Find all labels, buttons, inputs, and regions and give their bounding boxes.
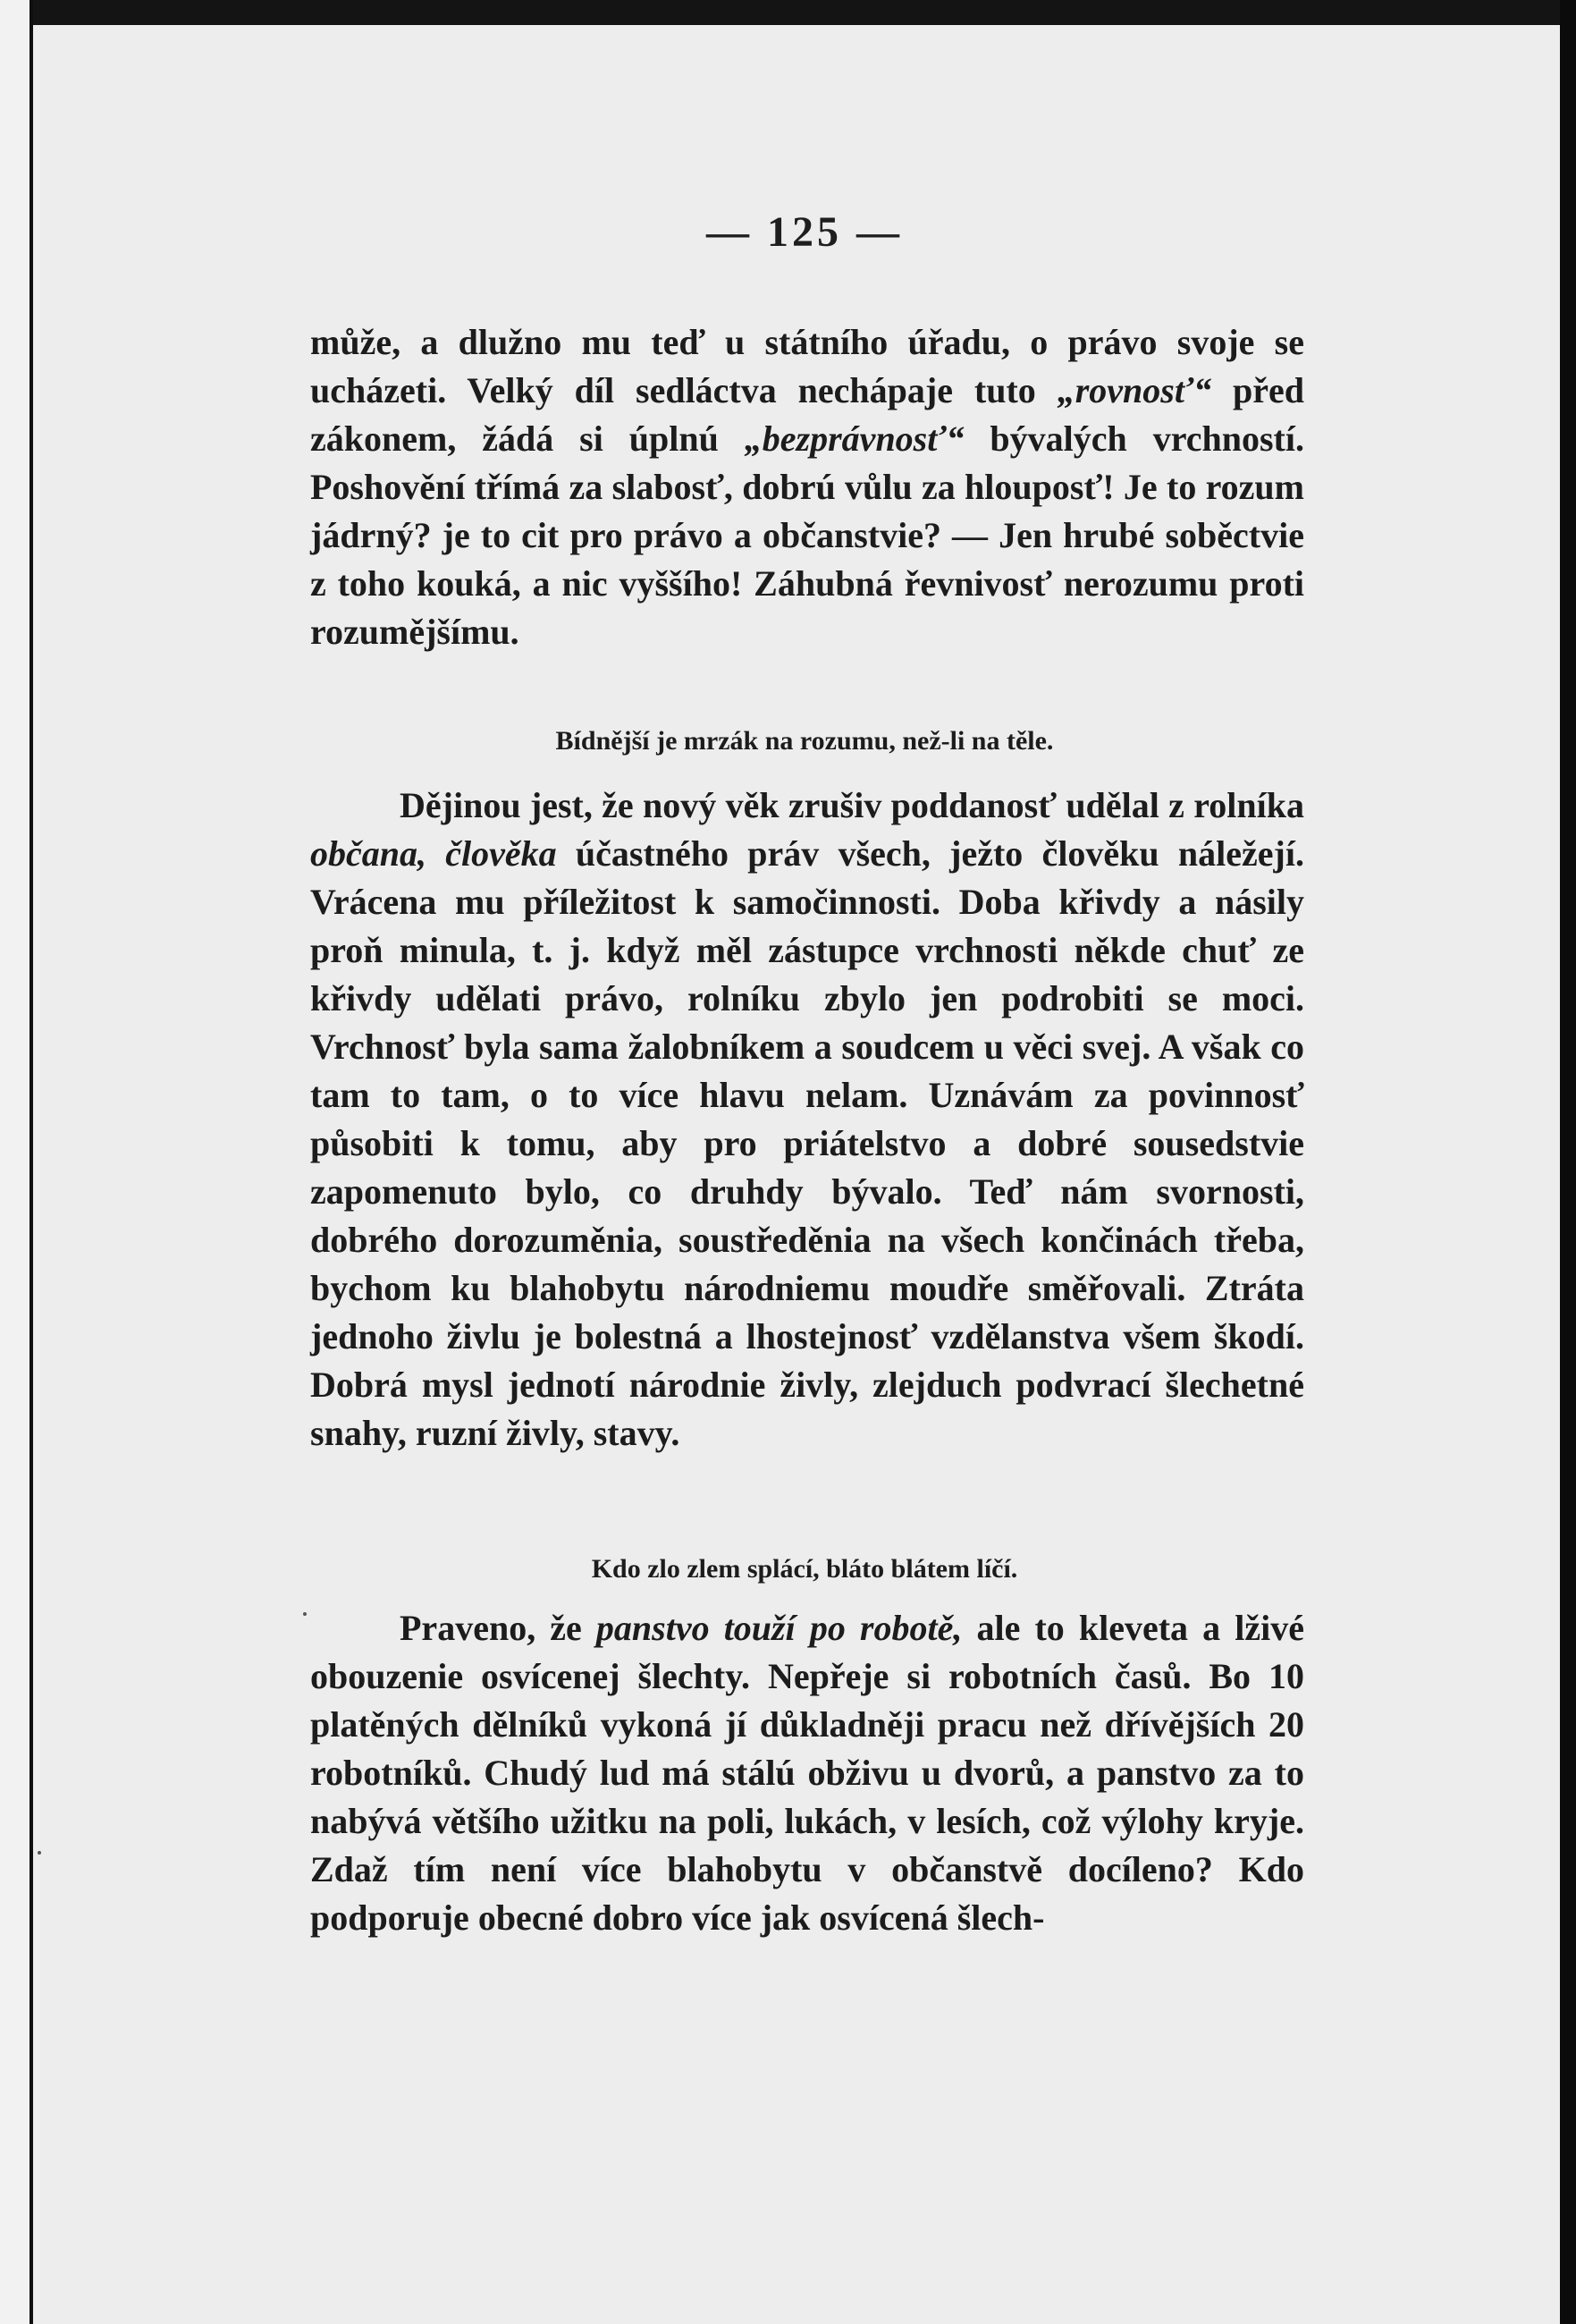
- proverb-2: Kdo zlo zlem splácí, bláto blátem líčí.: [591, 1554, 1018, 1584]
- paragraph-1-emphasis-rovnost: „rovnosť“: [1057, 370, 1212, 410]
- paragraph-2-text-a: Dějinou jest, že nový věk zrušiv poddanosť udělal z rolníka: [400, 785, 1304, 825]
- book-page: [33, 25, 1576, 2324]
- paragraph-1-text-c: bývalých vrchností. Poshovění třímá za slabosť, dobrú vůlu za hlouposť! Je to rozum jádrný? je to cit pro právo a občanstvie? — Jen hrubé soběctvie z toho kouká, a nic vyššího! Záhubná řevnivosť nerozumu proti rozumějšímu.: [310, 418, 1304, 652]
- scan-speck: [38, 1851, 41, 1855]
- scan-speck: [303, 1612, 307, 1616]
- left-page-edge: [0, 0, 33, 2324]
- paragraph-1-emphasis-bezpravnost: „bezprávnosť“: [744, 418, 965, 459]
- paragraph-1-text-a: může, a dlužno mu teď u státního úřadu, o právo svoje se ucházeti. Velký díl sedláctva nechápaje tuto: [310, 322, 1304, 410]
- proverb-1: Bídnější je mrzák na rozumu, než-li na těle.: [555, 726, 1054, 756]
- paragraph-3-text-a: Praveno, že: [400, 1608, 596, 1648]
- paragraph-1: [310, 318, 1304, 656]
- paragraph-3: [310, 1604, 1304, 1942]
- page-number-header: — 125 —: [706, 208, 903, 256]
- paragraph-3-emphasis-panstvo: panstvo touží po robotě,: [595, 1608, 963, 1648]
- paragraph-1-text-b: před zákonem, žádá si úplnú: [310, 370, 1305, 459]
- paragraph-3-text-b: ale to kleveta a lživé obouzenie osvícenej šlechty. Nepřeje si robotních časů. Bo 10 platěných dělníků vykoná jí důkladněji pracu než dřívějších 20 robotníků. Chudý lud má stálú obživu u dvorů, a panstvo za to nabývá většího užitku na poli, lukách, v lesích, což výlohy kryje. Zdaž tím není více blahobytu v občanstvě docíleno? Kdo podporuje obecné dobro více jak osvícená šlech-: [310, 1608, 1305, 1938]
- paragraph-2-text-b: účastného práv všech, ježto člověku náležejí. Vrácena mu příležitost k samočinnosti. Doba křivdy a násily proň minula, t. j. když měl zástupce vrchnosti někde chuť ze křivdy udělati právo, rolníku zbylo jen podrobiti se moci. Vrchnosť byla sama žalobníkem a soudcem u věci svej. A však co tam to tam, o to více hlavu nelam. Uznávám za povinnosť působiti k tomu, aby pro priátelstvo a dobré sousedstvie zapomenuto bylo, co druhdy bývalo. Teď nám svornosti, dobrého dorozuměnia, soustředěnia na všech končinách třeba, bychom ku blahobytu národniemu moudře směřovali. Ztráta jednoho živlu je bolestná a lhostejnosť vzdělanstva všem škodí. Dobrá mysl jednotí národnie živly, zlejduch podvrací šlechetné snahy, ruzní živly, stavy.: [310, 833, 1304, 1453]
- right-scan-border: [1560, 0, 1576, 2324]
- paragraph-2: [310, 782, 1304, 1458]
- paragraph-2-emphasis-obcana: občana, člověka: [310, 833, 557, 874]
